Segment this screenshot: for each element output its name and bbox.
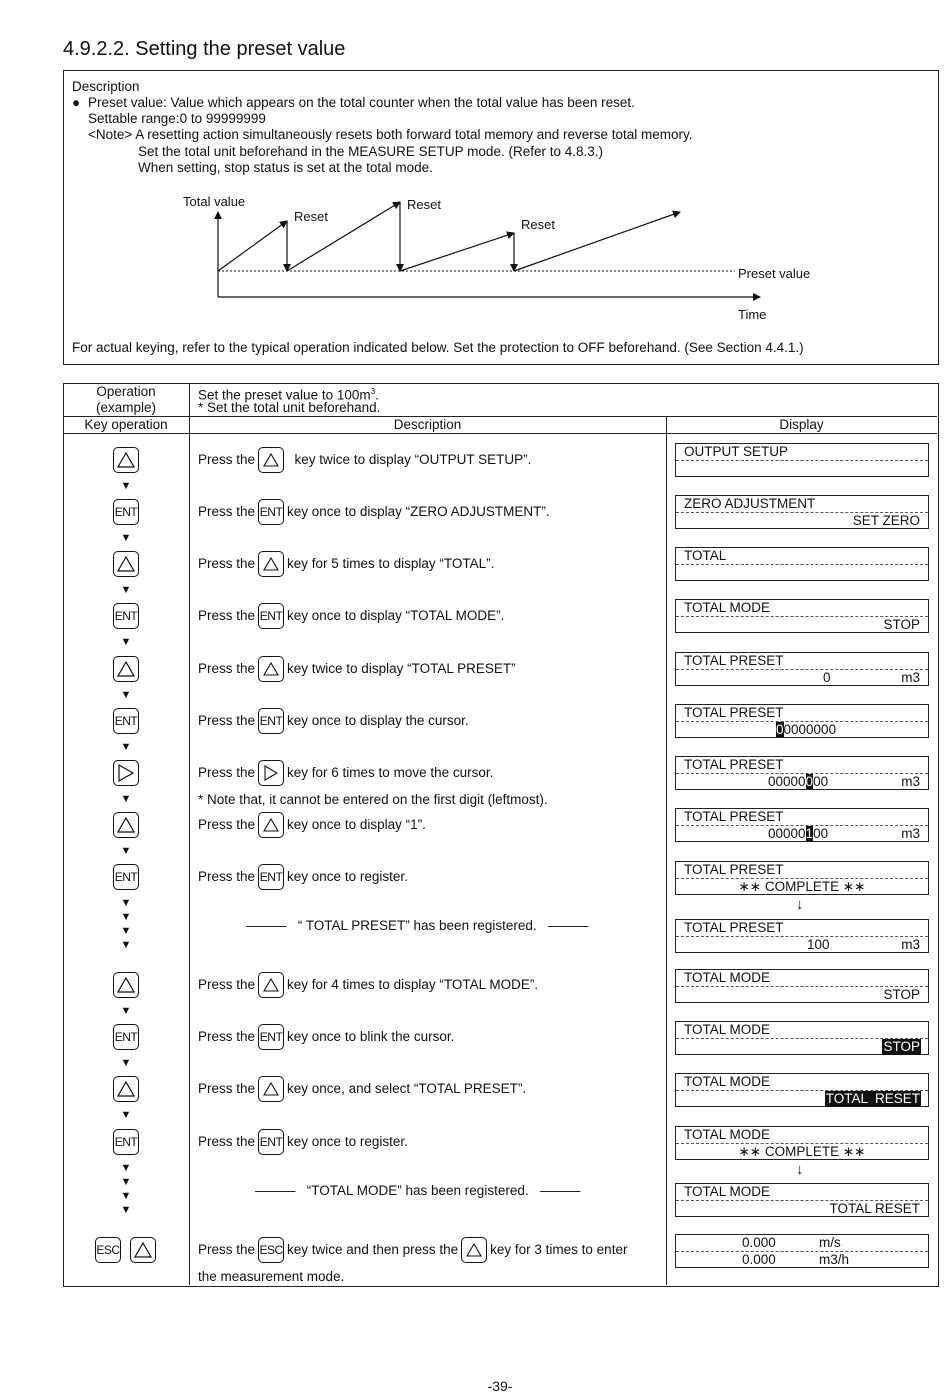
display-total-mode-stop: TOTAL MODE STOP bbox=[675, 599, 929, 633]
flow-arrow: ▼ bbox=[120, 532, 132, 544]
flow-arrow: ▼ bbox=[120, 925, 132, 937]
reset-label-2: Reset bbox=[407, 197, 441, 212]
down-arrow-icon: ↓ bbox=[796, 896, 804, 913]
display-total-mode-blink: TOTAL MODE STOP bbox=[675, 1021, 929, 1055]
display-total-mode-reset: TOTAL MODE TOTAL RESET bbox=[675, 1183, 929, 1217]
up-key-inline bbox=[461, 1237, 487, 1263]
right-key-inline bbox=[258, 760, 284, 786]
display-total-mode-reset-select: TOTAL MODE TOTAL RESET bbox=[675, 1073, 929, 1107]
cursor: TOTAL RESET bbox=[825, 1091, 920, 1106]
ent-key-inline: ENT bbox=[258, 603, 284, 629]
right-triangle-icon bbox=[118, 764, 134, 782]
up-key-inline bbox=[258, 447, 284, 473]
up-key[interactable] bbox=[130, 1237, 156, 1263]
bullet-icon: ● bbox=[72, 95, 81, 110]
up-key[interactable] bbox=[113, 551, 139, 577]
ent-key-inline: ENT bbox=[258, 499, 284, 525]
esc-key-inline: ESC bbox=[258, 1237, 284, 1263]
esc-key[interactable]: ESC bbox=[95, 1237, 121, 1263]
up-triangle-icon bbox=[117, 1081, 135, 1097]
flow-arrow: ▼ bbox=[120, 897, 132, 909]
display-preset-complete: TOTAL PRESET ∗∗ COMPLETE ∗∗ bbox=[675, 861, 929, 895]
flow-arrow: ▼ bbox=[120, 1176, 132, 1188]
step-10-text: Press the key for 4 times to display “TOTAL MODE”. bbox=[198, 972, 538, 998]
cursor: 1 bbox=[805, 826, 814, 841]
mode-registered-text: ——— “TOTAL MODE” has been registered. ——— bbox=[255, 1183, 581, 1198]
col-description: Description bbox=[393, 417, 462, 432]
reset-label-1: Reset bbox=[294, 209, 328, 224]
up-key[interactable] bbox=[113, 812, 139, 838]
flow-arrow: ▼ bbox=[120, 689, 132, 701]
flow-arrow: ▼ bbox=[120, 845, 132, 857]
preset-registered-text: ——— “ TOTAL PRESET” has been registered. ——— bbox=[246, 918, 589, 933]
preset-definition: Preset value: Value which appears on the total counter when the total value has been reset. bbox=[88, 95, 635, 110]
step-11-text: Press the ENT key once to blink the cursor. bbox=[198, 1024, 454, 1050]
up-triangle-icon bbox=[134, 1242, 152, 1258]
operation-description: Set the preset value to $100m^3$. bbox=[198, 387, 379, 403]
note-line-2: Set the total unit beforehand in the MEASURE SETUP mode. (Refer to 4.8.3.) bbox=[138, 144, 603, 159]
note-line-3: When setting, stop status is set at the total mode. bbox=[138, 160, 433, 175]
step-9-text: Press the ENT key once to register. bbox=[198, 864, 408, 890]
page-number: -39- bbox=[487, 1378, 513, 1394]
up-key-inline bbox=[258, 551, 284, 577]
settable-range: Settable range:0 to 99999999 bbox=[88, 111, 266, 126]
col-key-operation: Key operation bbox=[84, 417, 168, 432]
ent-key[interactable]: ENT bbox=[113, 499, 139, 525]
keying-instruction: For actual keying, refer to the typical operation indicated below. Set the protection to OFF beforehand. (See Section 4.4.1.) bbox=[72, 340, 804, 355]
cursor: STOP bbox=[883, 1039, 920, 1054]
reset-graph bbox=[0, 0, 950, 340]
ent-key-inline: ENT bbox=[258, 1024, 284, 1050]
up-triangle-icon bbox=[117, 452, 135, 468]
up-key-inline bbox=[258, 656, 284, 682]
up-key[interactable] bbox=[113, 1076, 139, 1102]
ent-key-inline: ENT bbox=[258, 1129, 284, 1155]
reset-label-3: Reset bbox=[521, 217, 555, 232]
step-1-text: Press the key twice to display “OUTPUT SETUP”. bbox=[198, 447, 531, 473]
step-14-text-line-2: the measurement mode. bbox=[198, 1269, 345, 1284]
flow-arrow: ▼ bbox=[120, 1190, 132, 1202]
step-8-text: Press the key once to display “1”. bbox=[198, 812, 426, 838]
example-label: (example) bbox=[95, 400, 157, 415]
ent-key[interactable]: ENT bbox=[113, 864, 139, 890]
step-7-text: Press the key for 6 times to move the cursor. bbox=[198, 760, 493, 786]
up-triangle-icon bbox=[117, 977, 135, 993]
flow-arrow: ▼ bbox=[120, 1109, 132, 1121]
ent-key-inline: ENT bbox=[258, 864, 284, 890]
step-5-text: Press the key twice to display “TOTAL PRESET” bbox=[198, 656, 516, 682]
ent-key[interactable]: ENT bbox=[113, 1129, 139, 1155]
description-heading: Description bbox=[72, 79, 140, 94]
display-total-preset-move: TOTAL PRESET 00000000 m3 bbox=[675, 756, 929, 790]
step-7-note: * Note that, it cannot be entered on the first digit (leftmost). bbox=[198, 792, 548, 807]
note-line-1: <Note> A resetting action simultaneously resets both forward total memory and reverse total memory. bbox=[88, 127, 693, 142]
ent-key[interactable]: ENT bbox=[113, 603, 139, 629]
step-3-text: Press the key for 5 times to display “TOTAL”. bbox=[198, 551, 494, 577]
cursor: 0 bbox=[776, 722, 784, 737]
ent-key[interactable]: ENT bbox=[113, 1024, 139, 1050]
col-display: Display bbox=[779, 417, 824, 432]
step-13-text: Press the ENT key once to register. bbox=[198, 1129, 408, 1155]
up-key[interactable] bbox=[113, 656, 139, 682]
x-axis-label: Time bbox=[738, 307, 767, 322]
flow-arrow: ▼ bbox=[120, 911, 132, 923]
display-total: TOTAL bbox=[675, 547, 929, 581]
flow-arrow: ▼ bbox=[120, 939, 132, 951]
step-6-text: Press the ENT key once to display the cursor. bbox=[198, 708, 469, 734]
display-total-preset-cursor: TOTAL PRESET 00000000 bbox=[675, 704, 929, 738]
flow-arrow: ▼ bbox=[120, 636, 132, 648]
flow-arrow: ▼ bbox=[120, 584, 132, 596]
operation-label: Operation bbox=[96, 384, 156, 399]
up-key[interactable] bbox=[113, 972, 139, 998]
preset-value-label: Preset value bbox=[738, 266, 811, 281]
step-2-text: Press the ENT key once to display “ZERO ADJUSTMENT”. bbox=[198, 499, 550, 525]
flow-arrow: ▼ bbox=[120, 480, 132, 492]
up-triangle-icon bbox=[117, 661, 135, 677]
up-key-inline bbox=[258, 1076, 284, 1102]
down-arrow-icon: ↓ bbox=[796, 1161, 804, 1178]
step-14-text: Press the ESC key twice and then press the key for 3 times to enter bbox=[198, 1237, 627, 1263]
display-total-preset-0: TOTAL PRESET 0 m3 bbox=[675, 652, 929, 686]
display-total-preset-100: TOTAL PRESET 100 m3 bbox=[675, 919, 929, 953]
flow-arrow: ▼ bbox=[120, 741, 132, 753]
step-4-text: Press the ENT key once to display “TOTAL MODE”. bbox=[198, 603, 504, 629]
display-measurement: 0.000 m/s 0.000 m3/h bbox=[675, 1234, 929, 1268]
flow-arrow: ▼ bbox=[120, 1204, 132, 1216]
up-triangle-icon bbox=[117, 556, 135, 572]
up-key-inline bbox=[258, 812, 284, 838]
flow-arrow: ▼ bbox=[120, 1057, 132, 1069]
display-total-preset-digit: TOTAL PRESET 00000100 m3 bbox=[675, 808, 929, 842]
display-zero-adjustment: ZERO ADJUSTMENT SET ZERO bbox=[675, 495, 929, 529]
up-key[interactable] bbox=[113, 447, 139, 473]
up-key-inline bbox=[258, 972, 284, 998]
flow-arrow: ▼ bbox=[120, 1005, 132, 1017]
ent-key-inline: ENT bbox=[258, 708, 284, 734]
display-mode-complete: TOTAL MODE ∗∗ COMPLETE ∗∗ bbox=[675, 1126, 929, 1160]
y-axis-label: Total value bbox=[183, 194, 246, 209]
right-key[interactable] bbox=[113, 760, 139, 786]
flow-arrow: ▼ bbox=[120, 793, 132, 805]
page-title: 4.9.2.2. Setting the preset value bbox=[63, 38, 346, 60]
display-output-setup: OUTPUT SETUP bbox=[675, 443, 929, 477]
step-12-text: Press the key once, and select “TOTAL PRESET”. bbox=[198, 1076, 526, 1102]
up-triangle-icon bbox=[117, 817, 135, 833]
cursor: 0 bbox=[805, 774, 814, 789]
display-total-mode-stop-2: TOTAL MODE STOP bbox=[675, 969, 929, 1003]
ent-key[interactable]: ENT bbox=[113, 708, 139, 734]
operation-note: * Set the total unit beforehand. bbox=[198, 400, 381, 415]
flow-arrow: ▼ bbox=[120, 1162, 132, 1174]
